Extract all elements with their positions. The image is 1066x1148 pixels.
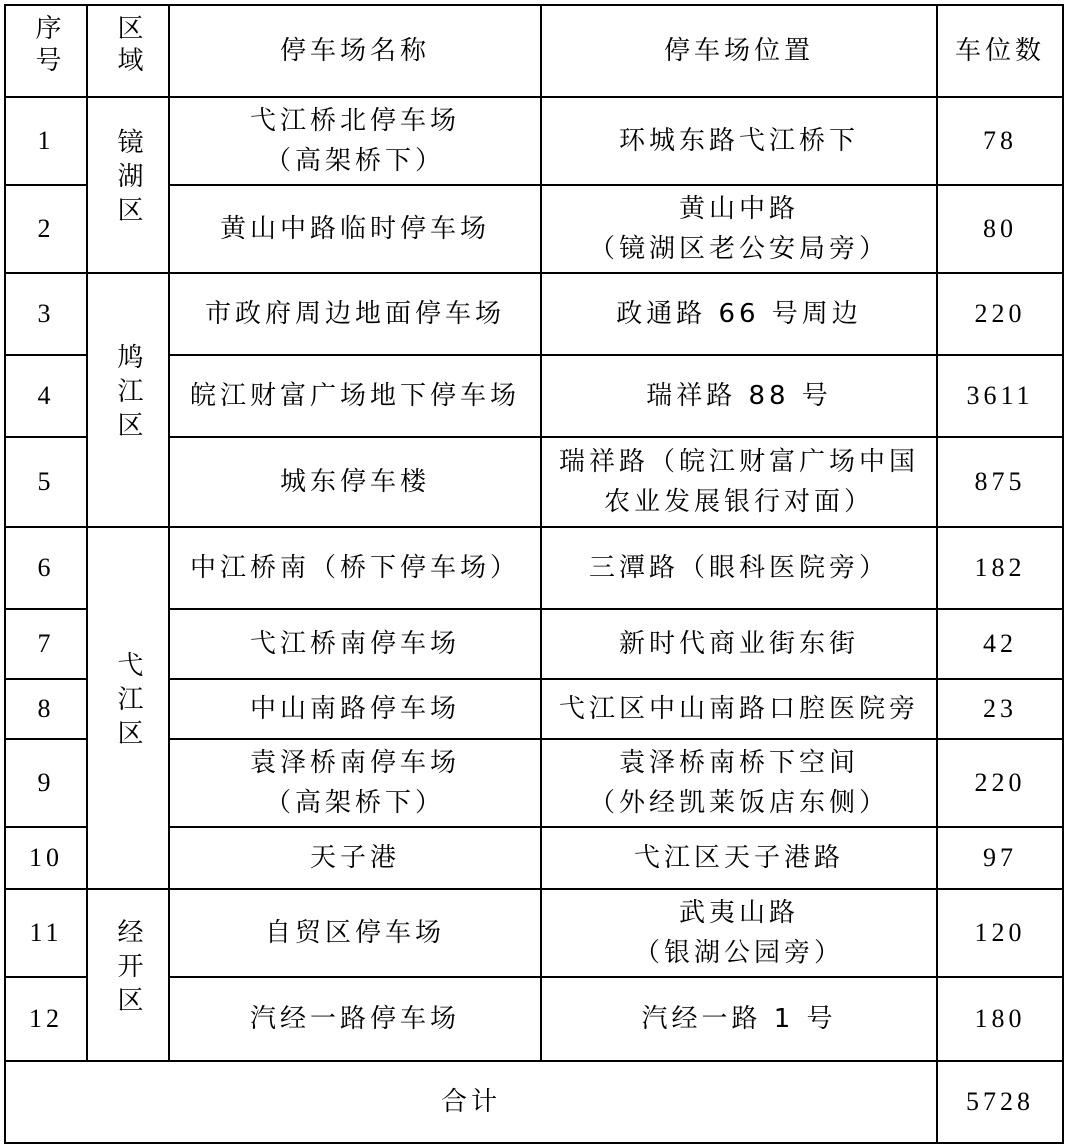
seq-cell: 10 bbox=[5, 827, 87, 889]
location-cell: 三潭路（眼科医院旁） bbox=[541, 527, 937, 609]
location-cell: 瑞祥路（皖江财富广场中国 农业发展银行对面） bbox=[541, 437, 937, 527]
seq-cell: 11 bbox=[5, 889, 87, 977]
spaces-cell: 875 bbox=[937, 437, 1063, 527]
name-cell: 袁泽桥南停车场 （高架桥下） bbox=[169, 739, 541, 827]
table-row bbox=[5, 273, 1063, 355]
header-row bbox=[5, 5, 1063, 97]
name-cell: 中山南路停车场 bbox=[169, 679, 541, 739]
district-cell: 经开区 bbox=[87, 889, 169, 1061]
name-cell: 天子港 bbox=[169, 827, 541, 889]
spaces-cell: 23 bbox=[937, 679, 1063, 739]
seq-cell: 12 bbox=[5, 977, 87, 1061]
seq-cell: 3 bbox=[5, 273, 87, 355]
header-location: 停车场位置 bbox=[541, 5, 937, 97]
total-label: 合计 bbox=[5, 1061, 937, 1143]
total-value: 5728 bbox=[937, 1061, 1063, 1143]
district-cell: 鸠江区 bbox=[87, 273, 169, 527]
seq-cell: 8 bbox=[5, 679, 87, 739]
header-name: 停车场名称 bbox=[169, 5, 541, 97]
spaces-cell: 180 bbox=[937, 977, 1063, 1061]
spaces-cell: 78 bbox=[937, 97, 1063, 185]
seq-cell: 4 bbox=[5, 355, 87, 437]
location-cell: 政通路 66 号周边 bbox=[541, 273, 937, 355]
spaces-cell: 42 bbox=[937, 609, 1063, 679]
location-cell: 弋江区天子港路 bbox=[541, 827, 937, 889]
name-cell: 黄山中路临时停车场 bbox=[169, 185, 541, 273]
name-cell: 自贸区停车场 bbox=[169, 889, 541, 977]
spaces-cell: 182 bbox=[937, 527, 1063, 609]
table-row bbox=[5, 527, 1063, 609]
name-cell: 市政府周边地面停车场 bbox=[169, 273, 541, 355]
total-row bbox=[5, 1061, 1063, 1143]
name-cell: 弋江桥南停车场 bbox=[169, 609, 541, 679]
table-row bbox=[5, 889, 1063, 977]
name-cell: 城东停车楼 bbox=[169, 437, 541, 527]
parking-table bbox=[4, 4, 1064, 1144]
header-district: 区域 bbox=[87, 5, 169, 97]
district-cell: 镜湖区 bbox=[87, 97, 169, 273]
header-seq: 序号 bbox=[5, 5, 87, 97]
spaces-cell: 80 bbox=[937, 185, 1063, 273]
spaces-cell: 220 bbox=[937, 739, 1063, 827]
district-cell: 弋江区 bbox=[87, 527, 169, 889]
seq-cell: 9 bbox=[5, 739, 87, 827]
spaces-cell: 97 bbox=[937, 827, 1063, 889]
spaces-cell: 220 bbox=[937, 273, 1063, 355]
spaces-cell: 3611 bbox=[937, 355, 1063, 437]
seq-cell: 6 bbox=[5, 527, 87, 609]
name-cell: 弋江桥北停车场 （高架桥下） bbox=[169, 97, 541, 185]
name-cell: 皖江财富广场地下停车场 bbox=[169, 355, 541, 437]
seq-cell: 5 bbox=[5, 437, 87, 527]
header-spaces: 车位数 bbox=[937, 5, 1063, 97]
location-cell: 瑞祥路 88 号 bbox=[541, 355, 937, 437]
location-cell: 黄山中路 （镜湖区老公安局旁） bbox=[541, 185, 937, 273]
seq-cell: 7 bbox=[5, 609, 87, 679]
spaces-cell: 120 bbox=[937, 889, 1063, 977]
seq-cell: 2 bbox=[5, 185, 87, 273]
location-cell: 汽经一路 1 号 bbox=[541, 977, 937, 1061]
location-cell: 新时代商业街东街 bbox=[541, 609, 937, 679]
location-cell: 武夷山路 （银湖公园旁） bbox=[541, 889, 937, 977]
table-row bbox=[5, 97, 1063, 185]
name-cell: 中江桥南（桥下停车场） bbox=[169, 527, 541, 609]
name-cell: 汽经一路停车场 bbox=[169, 977, 541, 1061]
location-cell: 袁泽桥南桥下空间 （外经凯莱饭店东侧） bbox=[541, 739, 937, 827]
location-cell: 环城东路弋江桥下 bbox=[541, 97, 937, 185]
location-cell: 弋江区中山南路口腔医院旁 bbox=[541, 679, 937, 739]
seq-cell: 1 bbox=[5, 97, 87, 185]
